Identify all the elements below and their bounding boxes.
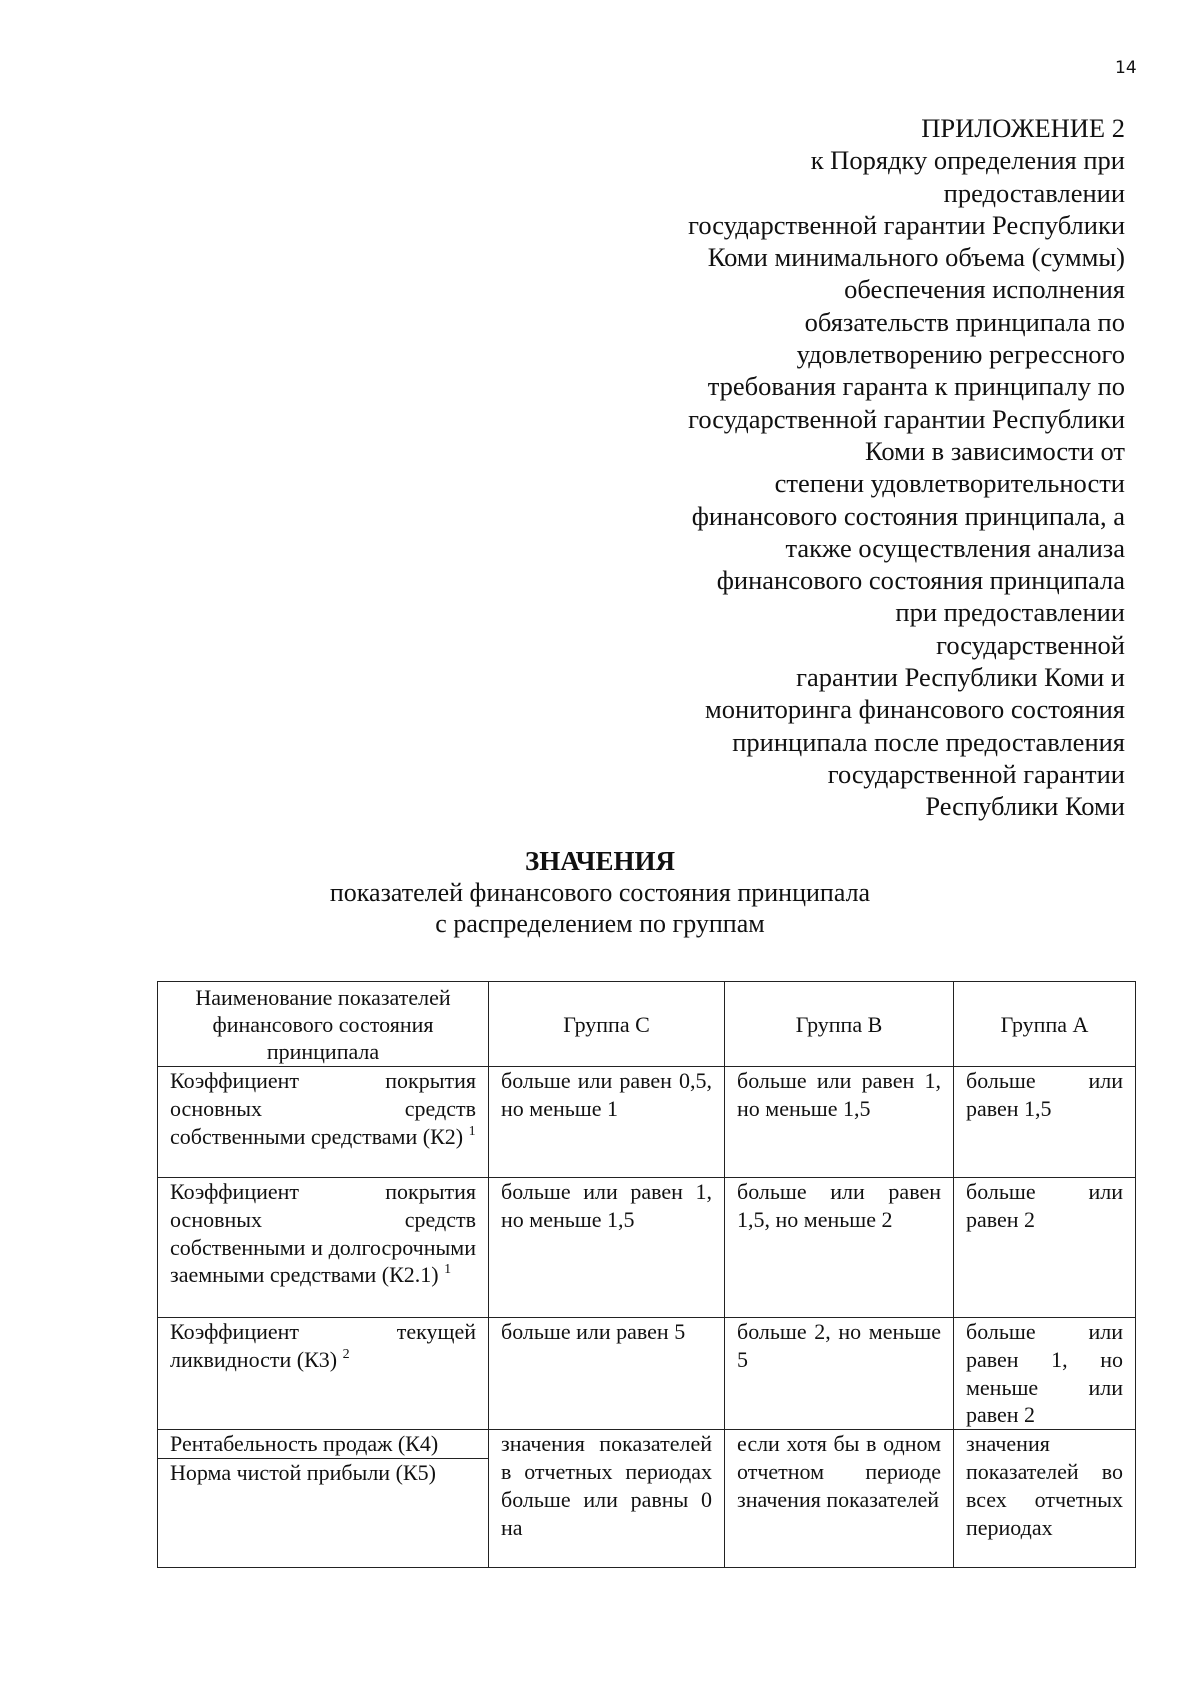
- indicator-name-cell: [158, 1430, 489, 1568]
- header-indicator-name: Наименование показателей финансового состояния принципала: [158, 982, 489, 1067]
- footnote-marker: 1: [468, 1123, 476, 1139]
- group-c-cell: значения показателей в отчетных периодах больше или равны 0 на: [489, 1430, 725, 1568]
- header-group-c: Группа С: [489, 982, 725, 1067]
- appendix-title: ПРИЛОЖЕНИЕ 2: [921, 113, 1125, 143]
- appendix-line: удовлетворению регрессного: [796, 339, 1125, 370]
- appendix-line: государственной гарантии Республики: [688, 209, 1125, 240]
- header-group-b: Группа В: [725, 982, 954, 1067]
- appendix-line: степени удовлетворительности: [774, 468, 1125, 499]
- group-a-cell: больше или равен 1, но меньше или равен 2: [954, 1318, 1136, 1430]
- indicator-name-cell: [158, 1318, 489, 1430]
- appendix-line: принципала после предоставления: [732, 726, 1125, 757]
- appendix-line: государственной: [936, 629, 1125, 660]
- appendix-line: Коми в зависимости от: [865, 435, 1125, 466]
- appendix-line: финансового состояния принципала, а: [691, 500, 1125, 531]
- table-row: [158, 1067, 1136, 1178]
- group-b-cell: если хотя бы в одном отчетном периоде значения показателей: [725, 1430, 954, 1568]
- appendix-line: государственной гарантии: [827, 758, 1125, 789]
- indicator-name-k4: Рентабельность продаж (К4): [158, 1430, 488, 1459]
- group-c-cell: больше или равен 0,5, но меньше 1: [489, 1067, 725, 1178]
- table-row: [158, 1318, 1136, 1430]
- document-subtitle-line2: с распределением по группам: [435, 909, 765, 938]
- appendix-line: к Порядку определения при: [810, 145, 1125, 176]
- indicators-table-wrapper: [157, 981, 1135, 1572]
- table-row: [158, 1178, 1136, 1318]
- appendix-line: Коми минимального объема (суммы): [707, 242, 1125, 273]
- header-group-a: Группа А: [954, 982, 1136, 1067]
- group-a-cell: больше или равен 2: [954, 1178, 1136, 1318]
- document-title: ЗНАЧЕНИЯ: [525, 846, 675, 876]
- indicator-name: Коэффициент покрытия основных средств собственными средствами (К2): [170, 1068, 476, 1149]
- appendix-line: также осуществления анализа: [785, 532, 1125, 563]
- appendix-line: обеспечения исполнения: [844, 274, 1125, 305]
- footnote-marker: 2: [342, 1346, 350, 1362]
- group-c-cell: больше или равен 5: [489, 1318, 725, 1430]
- indicator-name-k5: Норма чистой прибыли (К5): [170, 1459, 436, 1485]
- group-b-cell: больше 2, но меньше 5: [725, 1318, 954, 1430]
- appendix-line: Республики Коми: [925, 791, 1125, 822]
- group-a-cell: больше или равен 1,5: [954, 1067, 1136, 1178]
- appendix-line: мониторинга финансового состояния: [704, 694, 1125, 725]
- indicator-name: Коэффициент покрытия основных средств собственными и долгосрочными заемными средствами (К2.1): [170, 1179, 476, 1288]
- table-header-row: [158, 982, 1136, 1067]
- page-number: 14: [1115, 58, 1137, 78]
- appendix-line: при предоставлении: [895, 597, 1125, 628]
- appendix-line: предоставлении: [943, 177, 1125, 208]
- footnote-marker: 1: [444, 1262, 452, 1278]
- appendix-line: гарантии Республики Коми и: [796, 662, 1125, 693]
- indicator-name-cell: [158, 1178, 489, 1318]
- indicators-table: [157, 981, 1136, 1568]
- indicator-name-cell: [158, 1067, 489, 1178]
- appendix-line: государственной гарантии Республики: [688, 403, 1125, 434]
- appendix-line: обязательств принципала по: [804, 306, 1125, 337]
- group-b-cell: больше или равен 1,5, но меньше 2: [725, 1178, 954, 1318]
- group-c-cell: больше или равен 1, но меньше 1,5: [489, 1178, 725, 1318]
- document-subtitle-line1: показателей финансового состояния принципала: [329, 878, 871, 907]
- group-a-cell: значения показателей во всех отчетных периодах: [954, 1430, 1136, 1568]
- indicator-name: Коэффициент текущей ликвидности (К3): [170, 1319, 476, 1372]
- document-heading: [0, 845, 1200, 939]
- appendix-header: [560, 112, 1125, 823]
- group-b-cell: больше или равен 1, но меньше 1,5: [725, 1067, 954, 1178]
- table-row: [158, 1430, 1136, 1568]
- appendix-line: требования гаранта к принципалу по: [707, 371, 1125, 402]
- appendix-line: финансового состояния принципала: [716, 565, 1125, 596]
